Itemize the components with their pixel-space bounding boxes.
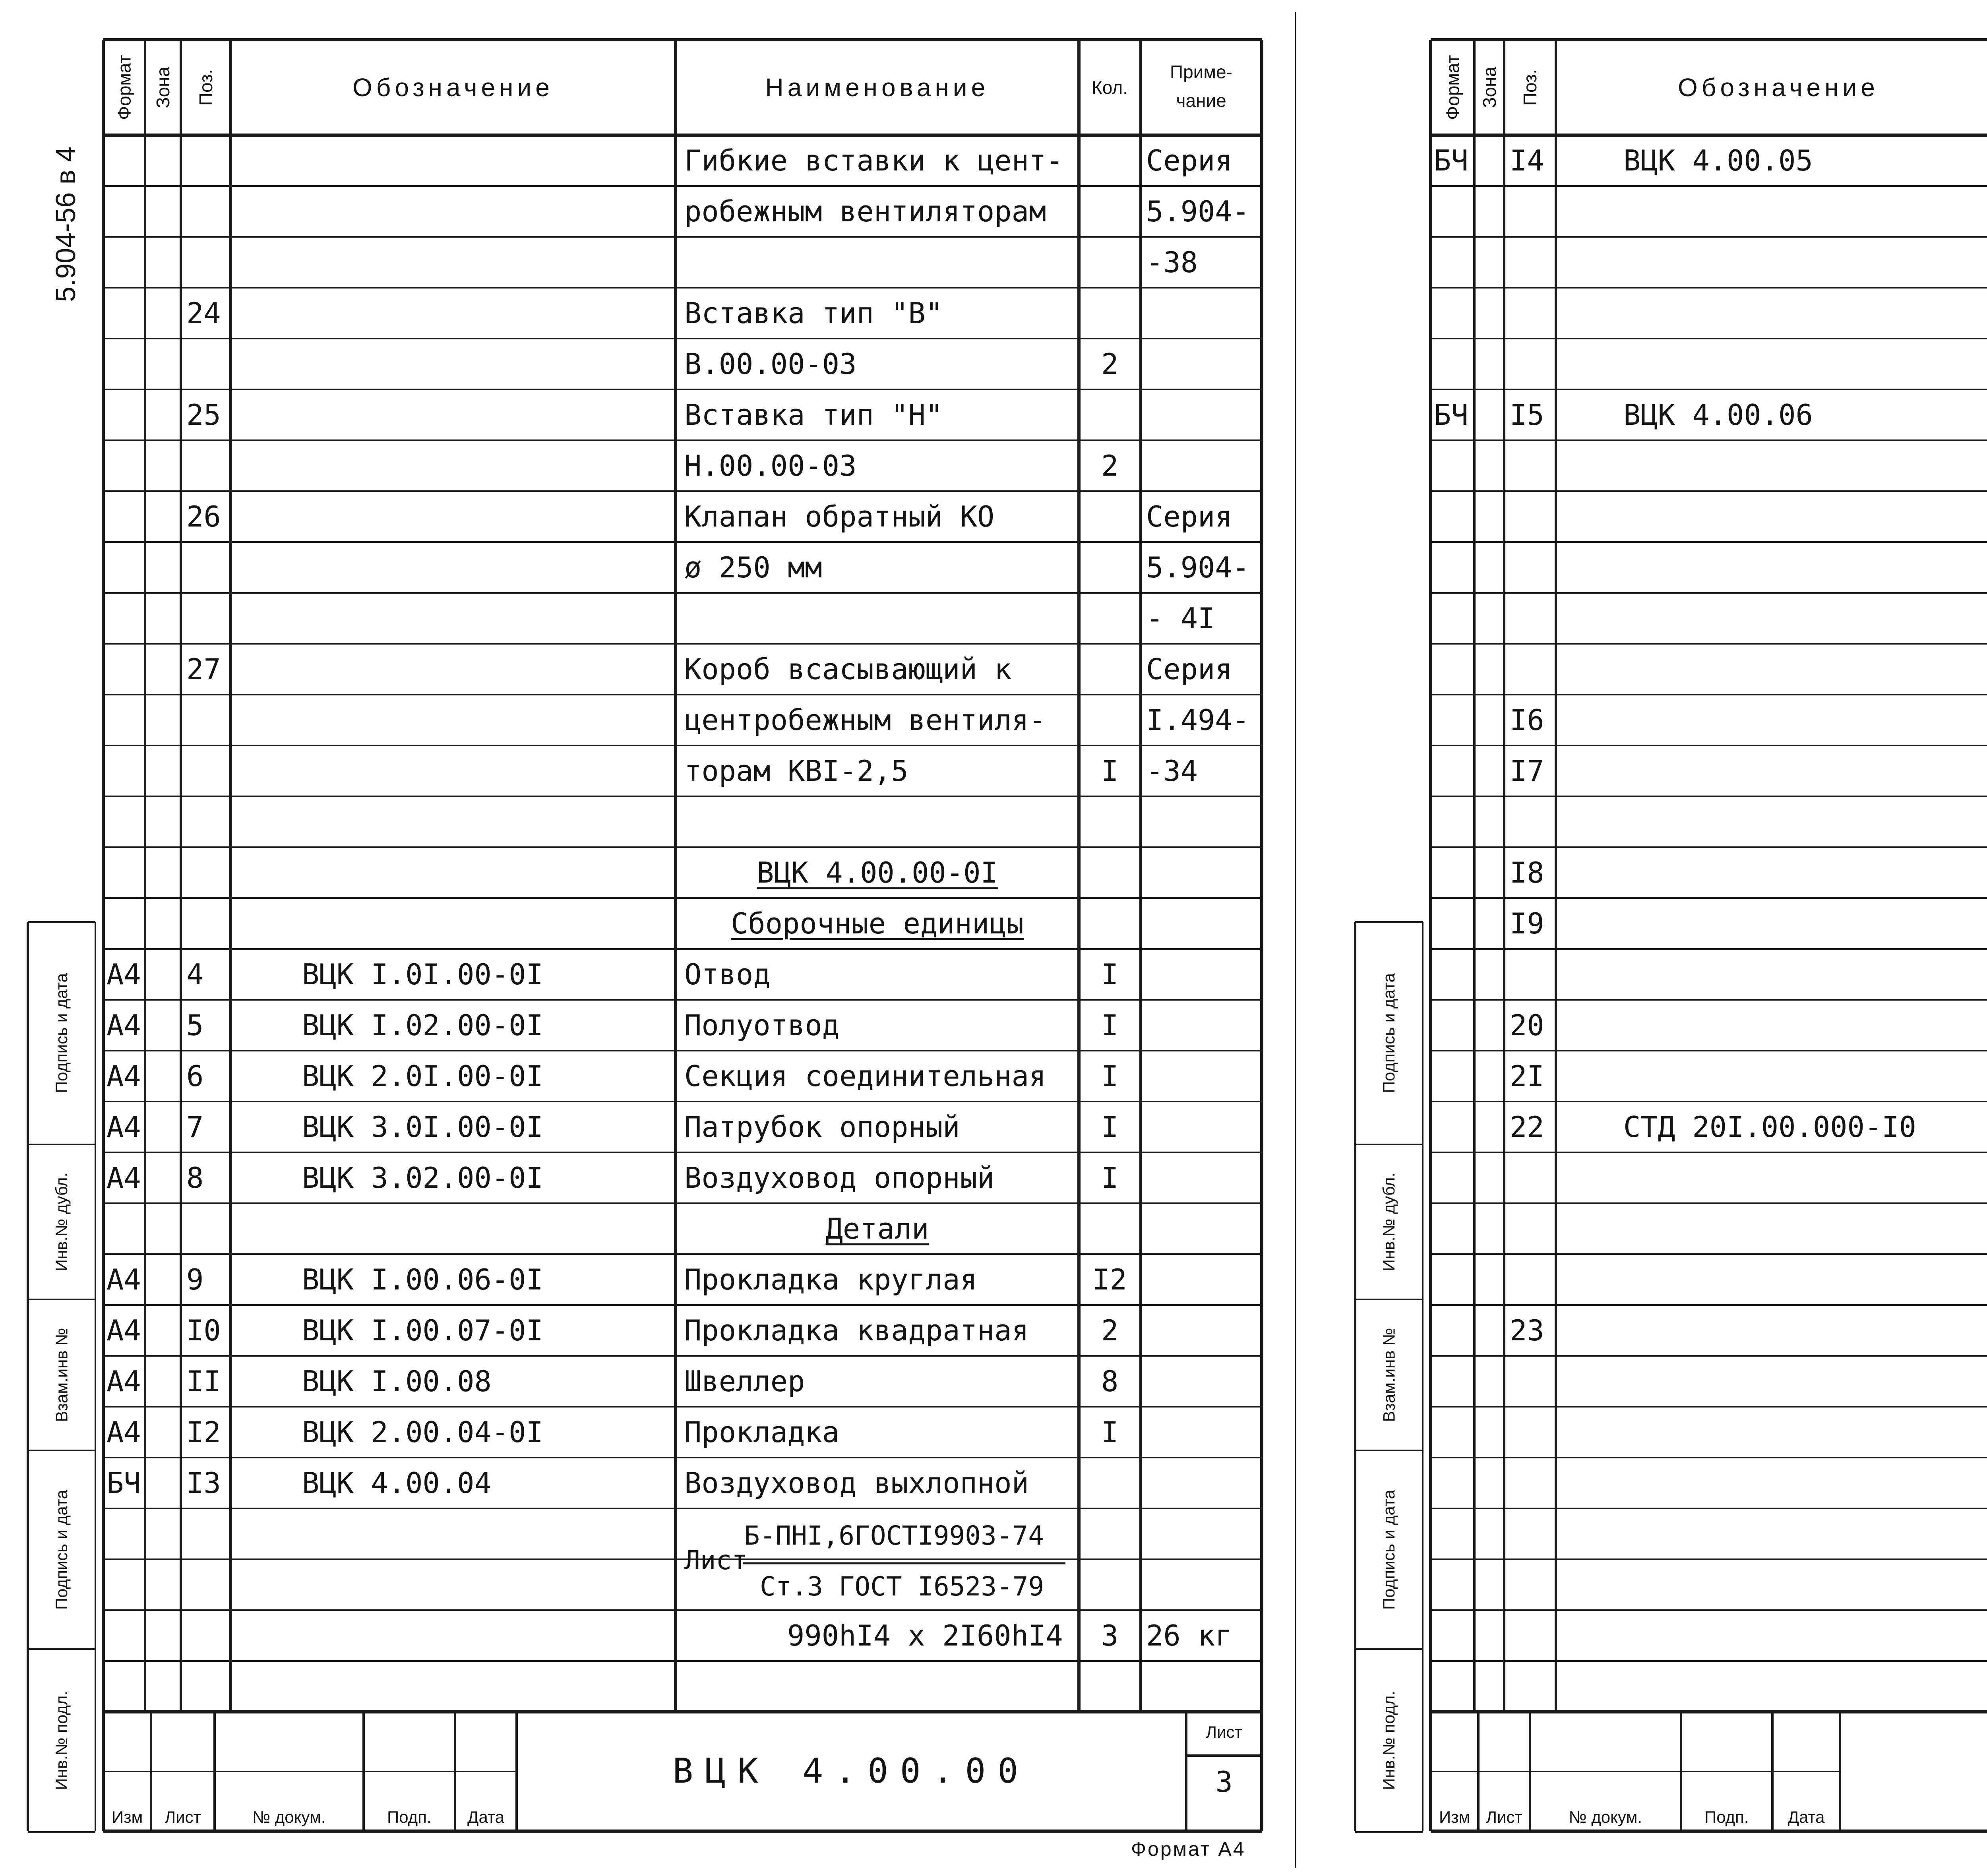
cell-pos: I4 bbox=[1510, 144, 1544, 177]
header-zone: Зона bbox=[153, 66, 174, 108]
section-heading: Сборочные единицы bbox=[731, 907, 1024, 940]
material-standard: Ст.3 ГОСТ I6523-79 bbox=[760, 1571, 1044, 1602]
cell-pos: 24 bbox=[186, 296, 221, 330]
cell-qty: I bbox=[1101, 1161, 1119, 1195]
header-qty: Кол. bbox=[1092, 77, 1128, 98]
cell-name: Прокладка квадратная bbox=[684, 1314, 1029, 1347]
cell-format: А4 bbox=[107, 1009, 141, 1042]
cell-designation: ВЦК I.0I.00-0I bbox=[302, 958, 543, 991]
cell-qty: 3 bbox=[1101, 1619, 1119, 1652]
strip-label: Подпись и дата bbox=[52, 1489, 71, 1610]
cell-pos: I0 bbox=[186, 1314, 221, 1347]
cell-name: Короб всасывающий к bbox=[684, 652, 1012, 686]
cell-pos: I5 bbox=[1510, 398, 1544, 432]
header-designation: Обозначение bbox=[1678, 73, 1879, 102]
sheet-number: 3 bbox=[1215, 1765, 1233, 1799]
cell-name: Секция соединительная bbox=[684, 1059, 1046, 1093]
header-designation: Обозначение bbox=[352, 73, 554, 102]
titleblock-izm: Изм bbox=[1439, 1808, 1470, 1826]
cell-pos: 20 bbox=[1510, 1009, 1544, 1042]
cell-pos: I2 bbox=[186, 1415, 221, 1449]
titleblock-sign: Подп. bbox=[1704, 1808, 1749, 1826]
cell-pos: 26 bbox=[186, 500, 221, 533]
cell-qty: 2 bbox=[1101, 347, 1119, 381]
titleblock-list: Лист bbox=[1486, 1808, 1522, 1826]
cell-designation: ВЦК 2.0I.00-0I bbox=[302, 1059, 543, 1093]
header-zone: Зона bbox=[1479, 66, 1500, 108]
cell-pos: I3 bbox=[186, 1466, 221, 1500]
cell-name: Воздуховод выхлопной bbox=[684, 1466, 1029, 1500]
cell-pos: 4 bbox=[186, 958, 204, 991]
cell-name: Прокладка круглая bbox=[684, 1263, 977, 1296]
cell-qty: I bbox=[1101, 958, 1119, 991]
titleblock-doc: № докум. bbox=[252, 1808, 326, 1826]
header-format: Формат bbox=[1442, 55, 1463, 120]
cell-designation: ВЦК I.00.08 bbox=[302, 1365, 492, 1398]
cell-name: Клапан обратный КО bbox=[684, 500, 995, 533]
cell-name: Швеллер bbox=[684, 1365, 805, 1398]
series-label: 5.904-56 в 4 bbox=[50, 146, 81, 302]
strip-label: Взам.инв № bbox=[1379, 1328, 1398, 1422]
titleblock-list: Лист bbox=[165, 1808, 201, 1826]
cell-format: БЧ bbox=[1434, 398, 1468, 432]
cell-name: торам КВI-2,5 bbox=[684, 754, 908, 788]
strip-label: Инв.№ дубл. bbox=[52, 1172, 71, 1272]
cell-qty: I2 bbox=[1092, 1263, 1127, 1296]
cell-name: В.00.00-03 bbox=[684, 347, 857, 381]
cell-designation: ВЦК 4.00.04 bbox=[302, 1466, 492, 1500]
cell-format: А4 bbox=[107, 1263, 141, 1296]
cell-pos: 7 bbox=[186, 1110, 204, 1144]
cell-pos: I8 bbox=[1510, 856, 1544, 889]
cell-designation: ВЦК I.02.00-0I bbox=[302, 1009, 543, 1042]
sheet-label: Лист bbox=[1206, 1723, 1242, 1741]
strip-label: Подпись и дата bbox=[52, 973, 71, 1094]
format-label: Формат А4 bbox=[1131, 1838, 1246, 1860]
cell-pos: I6 bbox=[1510, 703, 1544, 737]
cell-qty: I bbox=[1101, 1110, 1119, 1144]
cell-note: - 4I bbox=[1146, 602, 1215, 635]
cell-note: -38 bbox=[1146, 246, 1198, 279]
cell-format: А4 bbox=[107, 1059, 141, 1093]
cell-name: Воздуховод опорный bbox=[684, 1161, 995, 1195]
strip-label: Подпись и дата bbox=[1379, 1489, 1398, 1610]
cell-format: А4 bbox=[107, 1110, 141, 1144]
titleblock-doc: № докум. bbox=[1569, 1808, 1642, 1826]
cell-pos: 27 bbox=[186, 652, 221, 686]
cell-designation: СТД 20I.00.000-I0 bbox=[1623, 1110, 1916, 1144]
strip-label: Инв.№ подл. bbox=[52, 1691, 71, 1790]
document-title: ВЦК 4.00.00 bbox=[672, 1751, 1030, 1791]
cell-designation: ВЦК 2.00.04-0I bbox=[302, 1415, 543, 1449]
cell-qty: 2 bbox=[1101, 449, 1119, 482]
cell-designation: ВЦК 4.00.06 bbox=[1623, 398, 1813, 432]
titleblock-sign: Подп. bbox=[387, 1808, 432, 1826]
cell-name: Вставка тип "В" bbox=[684, 296, 943, 330]
cell-pos: I7 bbox=[1510, 754, 1544, 788]
cell-qty: I bbox=[1101, 1059, 1119, 1093]
cell-pos: 22 bbox=[1510, 1110, 1544, 1144]
cell-note: 5.904- bbox=[1146, 551, 1250, 584]
cell-qty: 8 bbox=[1101, 1365, 1119, 1398]
cell-designation: ВЦК 3.02.00-0I bbox=[302, 1161, 543, 1195]
cell-name: Патрубок опорный bbox=[684, 1110, 960, 1144]
strip-label: Инв.№ подл. bbox=[1379, 1691, 1398, 1790]
cell-pos: II bbox=[186, 1365, 221, 1398]
cell-format: А4 bbox=[107, 1415, 141, 1449]
header-pos: Поз. bbox=[195, 69, 216, 106]
cell-format: А4 bbox=[107, 1161, 141, 1195]
strip-label: Взам.инв № bbox=[52, 1328, 71, 1422]
cell-pos: 6 bbox=[186, 1059, 204, 1093]
cell-name: 990hI4 x 2I60hI4 bbox=[787, 1619, 1063, 1652]
cell-pos: 23 bbox=[1510, 1314, 1544, 1347]
cell-format: БЧ bbox=[107, 1466, 141, 1500]
cell-qty: I bbox=[1101, 1009, 1119, 1042]
cell-pos: I9 bbox=[1510, 907, 1544, 940]
cell-note: Серия bbox=[1146, 652, 1232, 686]
cell-designation: ВЦК I.00.07-0I bbox=[302, 1314, 543, 1347]
header-format: Формат bbox=[114, 55, 135, 120]
cell-pos: 8 bbox=[186, 1161, 204, 1195]
cell-pos: 2I bbox=[1510, 1059, 1544, 1093]
cell-name: Прокладка bbox=[684, 1415, 840, 1449]
section-heading: Детали bbox=[825, 1212, 929, 1245]
cell-name: центробежным вентиля- bbox=[684, 703, 1046, 737]
cell-designation: ВЦК 3.0I.00-0I bbox=[302, 1110, 543, 1144]
titleblock-date: Дата bbox=[467, 1808, 505, 1826]
cell-qty: I bbox=[1101, 1415, 1119, 1449]
cell-name: Гибкие вставки к цент- bbox=[684, 144, 1063, 177]
cell-name: Вставка тип "Н" bbox=[684, 398, 943, 432]
cell-name: Отвод bbox=[684, 958, 771, 991]
header-name: Наименование bbox=[765, 73, 990, 102]
cell-pos: 9 bbox=[186, 1263, 204, 1296]
cell-format: А4 bbox=[107, 1314, 141, 1347]
cell-note: Серия bbox=[1146, 144, 1232, 177]
strip-label: Инв.№ дубл. bbox=[1379, 1172, 1398, 1272]
titleblock-date: Дата bbox=[1788, 1808, 1825, 1826]
titleblock-izm: Изм bbox=[112, 1808, 143, 1826]
cell-name: робежным вентиляторам bbox=[684, 195, 1046, 228]
cell-note: 5.904- bbox=[1146, 195, 1250, 228]
header-note: чание bbox=[1176, 90, 1226, 111]
cell-format: А4 bbox=[107, 1365, 141, 1398]
material-prefix: Лист bbox=[684, 1545, 748, 1576]
cell-designation: ВЦК 4.00.05 bbox=[1623, 144, 1813, 177]
cell-note: -34 bbox=[1146, 754, 1198, 788]
cell-note: I.494- bbox=[1146, 703, 1250, 737]
section-heading: ВЦК 4.00.00-0I bbox=[757, 856, 998, 889]
cell-qty: 2 bbox=[1101, 1314, 1119, 1347]
cell-format: БЧ bbox=[1434, 144, 1468, 177]
header-note: Приме- bbox=[1170, 62, 1232, 82]
header-pos: Поз. bbox=[1520, 69, 1540, 106]
strip-label: Подпись и дата bbox=[1379, 973, 1398, 1094]
material-grade: Б-ПНI,6ГОСТI9903-74 bbox=[744, 1520, 1044, 1551]
cell-note: 26 кг bbox=[1146, 1619, 1232, 1652]
cell-name: ø 250 мм bbox=[684, 551, 822, 584]
cell-name: Н.00.00-03 bbox=[684, 449, 857, 482]
cell-pos: 5 bbox=[186, 1009, 204, 1042]
cell-name: Полуотвод bbox=[684, 1009, 840, 1042]
cell-note: Серия bbox=[1146, 500, 1232, 533]
cell-pos: 25 bbox=[186, 398, 221, 432]
cell-format: А4 bbox=[107, 958, 141, 991]
cell-qty: I bbox=[1101, 754, 1119, 788]
cell-designation: ВЦК I.00.06-0I bbox=[302, 1263, 543, 1296]
